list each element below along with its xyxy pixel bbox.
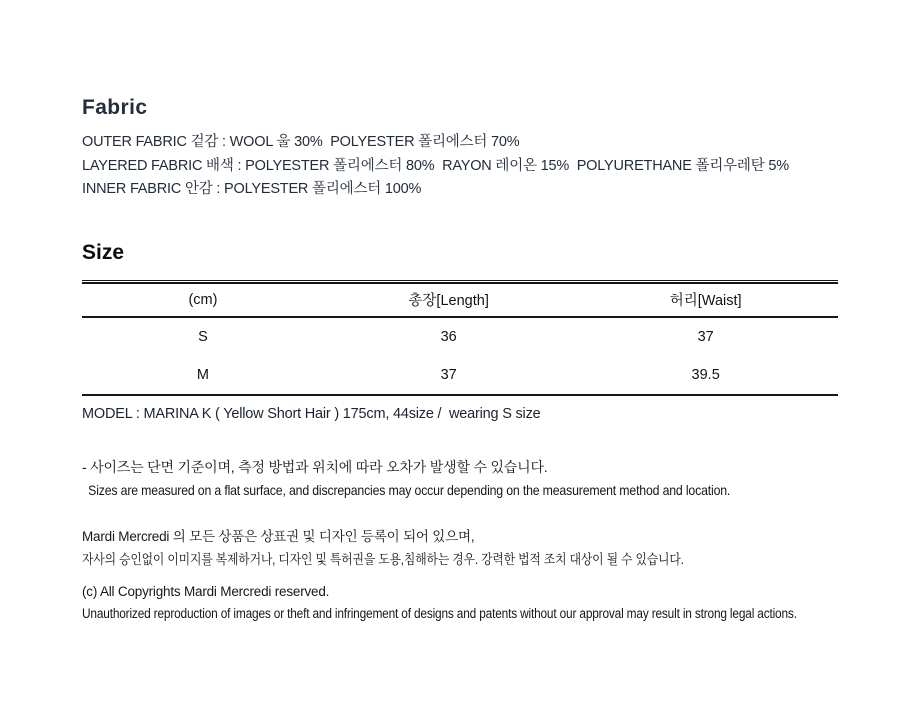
table-row [82,356,838,394]
col-header-unit: (cm) [188,291,218,308]
cell-size-s: S [198,328,208,345]
model-info: MODEL : MARINA K ( Yellow Short Hair ) 175cm, 44size / wearing S size [82,405,541,422]
fabric-heading: Fabric [82,96,148,119]
fabric-outer-line: OUTER FABRIC 겉감 : WOOL 울 30% POLYESTER 폴리에스터 70% [82,134,520,150]
copyright-korean-block [82,525,838,571]
note-korean: - 사이즈는 단면 기준이며, 측정 방법과 위치에 따라 오차가 발생할 수 있습니다. [82,458,548,475]
copyright-ko-line1: Mardi Mercredi 의 모든 상품은 상표권 및 디자인 등록이 되어 있으며, [82,528,475,544]
copyright-en-line2: Unauthorized reproduction of images or theft and infringement of designs and patents without our approval may result in strong legal actions. [82,606,797,621]
cell-length-m: 37 [440,366,457,383]
copyright-ko-line2: 자사의 승인없이 이미지를 복제하거나, 디자인 및 특허권을 도용,침해하는 경우. 강력한 법적 조치 대상이 될 수 있습니다. [82,551,684,567]
cell-waist-m: 39.5 [691,366,720,383]
copyright-en-line1: (c) All Copyrights Mardi Mercredi reserved. [82,583,330,599]
copyright-english-block [82,581,838,626]
table-header-row [82,284,838,316]
col-header-length: 총장[Length] [408,293,489,309]
col-header-waist: 허리[Waist] [669,293,742,309]
size-table [82,280,838,396]
fabric-layered-line: LAYERED FABRIC 배색 : POLYESTER 폴리에스터 80% RAYON 레이온 15% POLYURETHANE 폴리우레탄 5% [82,157,789,174]
table-bottom-line [82,394,838,396]
cell-size-m: M [196,366,209,383]
measurement-notes [82,456,838,503]
fabric-inner-line: INNER FABRIC 안감 : POLYESTER 폴리에스터 100% [82,181,422,197]
fabric-section [82,95,838,202]
size-heading: Size [82,240,125,264]
fabric-composition-list [82,131,838,202]
cell-waist-s: 37 [697,328,714,345]
cell-length-s: 36 [440,328,457,345]
size-section [82,240,838,424]
note-english: Sizes are measured on a flat surface, and discrepancies may occur depending on the measurement method and location. [88,482,731,498]
table-row [82,318,838,356]
